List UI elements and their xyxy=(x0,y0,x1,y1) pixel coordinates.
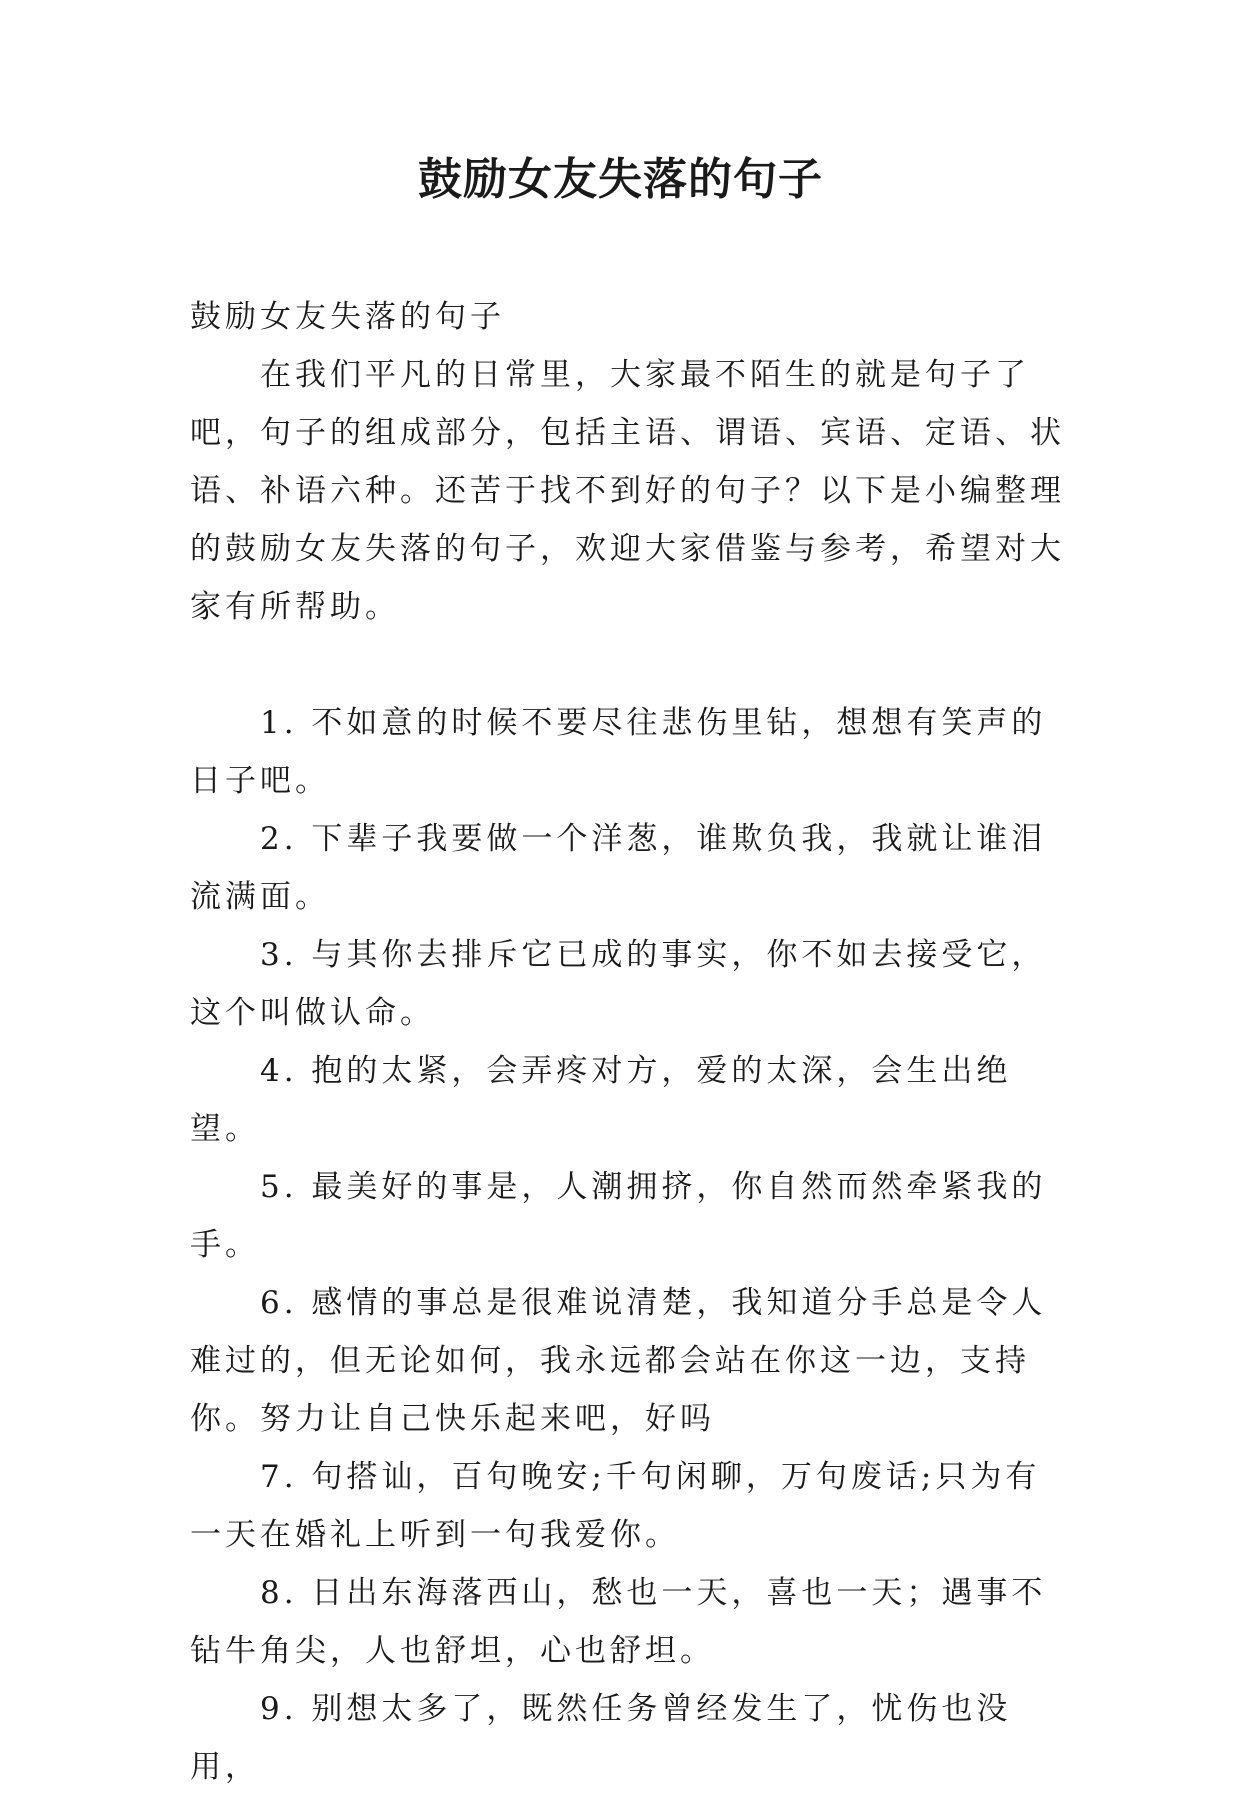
paragraph-spacer xyxy=(190,636,1070,694)
sentence-item-9: 9. 别想太多了，既然任务曾经发生了，忧伤也没用， xyxy=(190,1691,1012,1785)
sentence-item-8: 8. 日出东海落西山，愁也一天，喜也一天；遇事不钻牛角尖，人也舒坦，心也舒坦。 xyxy=(190,1575,1047,1669)
document-title: 鼓励女友失落的句子 xyxy=(418,154,823,205)
sentence-item-4: 4. 抱的太紧，会弄疼对方，爱的太深，会生出绝望。 xyxy=(190,1053,1012,1147)
sentence-item-2: 2. 下辈子我要做一个洋葱，谁欺负我，我就让谁泪流满面。 xyxy=(190,821,1047,915)
document-body xyxy=(190,288,1070,1796)
intro-paragraph: 在我们平凡的日常里，大家最不陌生的就是句子了吧，句子的组成部分，包括主语、谓语、宾语、定语、状语、补语六种。还苦于找不到好的句子？以下是小编整理的鼓励女友失落的句子，欢迎大家借鉴与参考，希望对大家有所帮助。 xyxy=(190,357,1065,625)
sentence-item-6: 6. 感情的事总是很难说清楚，我知道分手总是令人难过的，但无论如何，我永远都会站在你这一边，支持你。努力让自己快乐起来吧，好吗 xyxy=(190,1285,1047,1437)
sentence-item-1: 1. 不如意的时候不要尽往悲伤里钻，想想有笑声的日子吧。 xyxy=(190,705,1047,799)
sentence-item-7: 7. 句搭讪，百句晚安;千句闲聊，万句废话;只为有一天在婚礼上听到一句我爱你。 xyxy=(190,1459,1041,1553)
sentence-item-3: 3. 与其你去排斥它已成的事实，你不如去接受它，这个叫做认命。 xyxy=(190,937,1047,1031)
sentence-item-5: 5. 最美好的事是，人潮拥挤，你自然而然牵紧我的手。 xyxy=(190,1169,1047,1263)
document-subtitle: 鼓励女友失落的句子 xyxy=(190,299,505,335)
